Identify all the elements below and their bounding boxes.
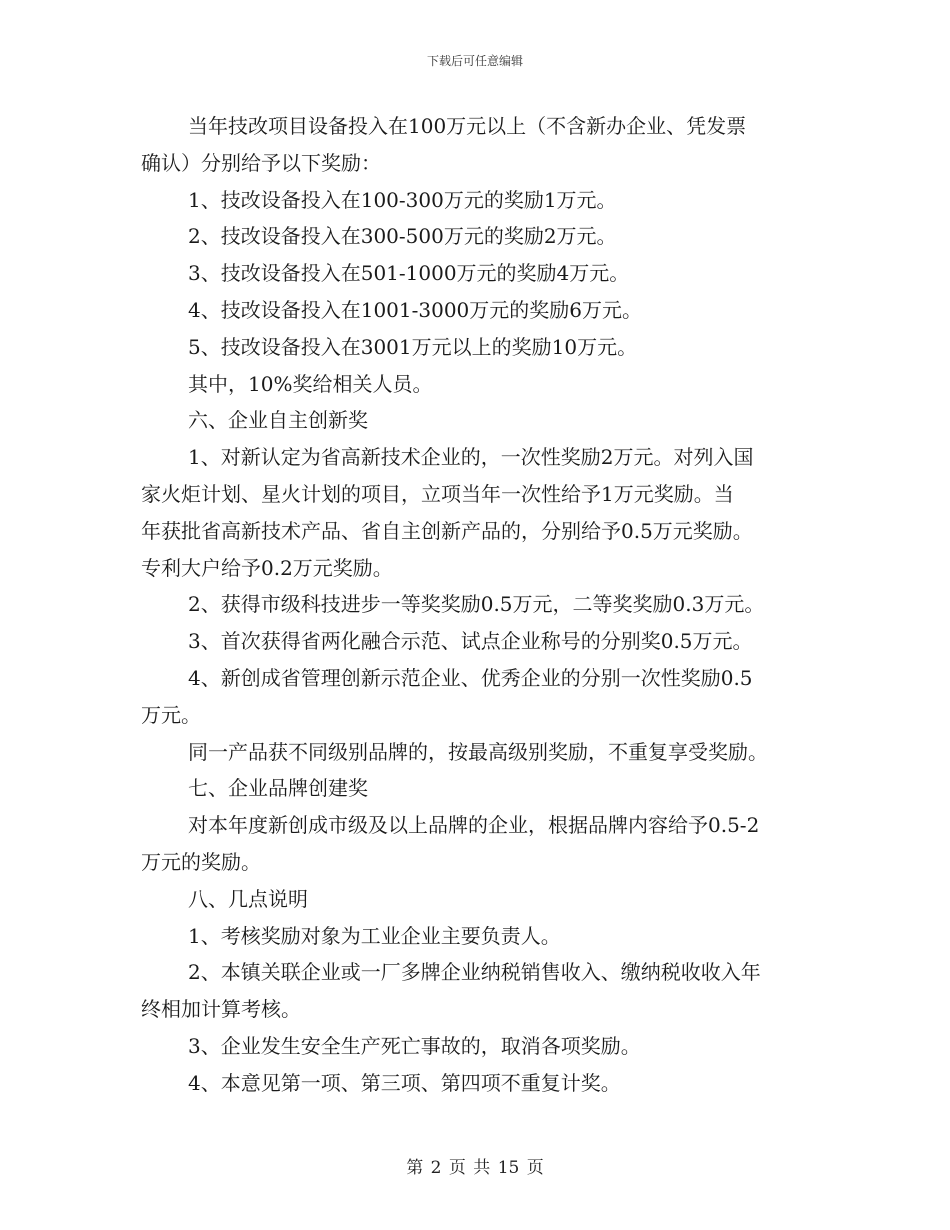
paragraph-line: 对本年度新创成市级及以上品牌的企业，根据品牌内容给予0.5-2 — [188, 813, 760, 838]
paragraph-line: 确认）分别给予以下奖励： — [141, 150, 381, 175]
list-item: 3、企业发生安全生产死亡事故的，取消各项奖励。 — [188, 1033, 641, 1058]
paragraph-line: 其中，10%奖给相关人员。 — [188, 371, 433, 396]
paragraph-line: 家火炬计划、星火计划的项目，立项当年一次性给予1万元奖励。当 — [141, 481, 734, 506]
list-item: 1、技改设备投入在100-300万元的奖励1万元。 — [188, 187, 617, 212]
paragraph-line: 专利大户给予0.2万元奖励。 — [141, 555, 393, 580]
list-item: 1、考核奖励对象为工业企业主要负责人。 — [188, 923, 561, 948]
list-item: 3、首次获得省两化融合示范、试点企业称号的分别奖0.5万元。 — [188, 629, 753, 654]
list-item: 4、本意见第一项、第三项、第四项不重复计奖。 — [188, 1070, 621, 1095]
list-item: 4、技改设备投入在1001-3000万元的奖励6万元。 — [188, 297, 643, 322]
section-heading: 八、几点说明 — [188, 886, 308, 911]
list-item: 4、新创成省管理创新示范企业、优秀企业的分别一次性奖励0.5 — [188, 665, 753, 690]
list-item: 2、本镇关联企业或一厂多牌企业纳税销售收入、缴纳税收收入年 — [188, 960, 761, 985]
section-heading: 七、企业品牌创建奖 — [188, 776, 368, 801]
document-body — [141, 108, 821, 1102]
list-item: 2、获得市级科技进步一等奖奖励0.5万元，二等奖奖励0.3万元。 — [188, 592, 765, 617]
list-item: 5、技改设备投入在3001万元以上的奖励10万元。 — [188, 334, 638, 359]
section-heading: 六、企业自主创新奖 — [188, 408, 368, 433]
paragraph-line: 年获批省高新技术产品、省自主创新产品的，分别给予0.5万元奖励。 — [141, 518, 753, 543]
paragraph-line: 同一产品获不同级别品牌的，按最高级别奖励，不重复享受奖励。 — [188, 739, 768, 764]
list-item: 1、对新认定为省高新技术企业的，一次性奖励2万元。对列入国 — [188, 445, 754, 470]
paragraph-line: 当年技改项目设备投入在100万元以上（不含新办企业、凭发票 — [188, 114, 747, 138]
paragraph-line: 终相加计算考核。 — [141, 997, 301, 1022]
paragraph-line: 万元。 — [141, 702, 201, 727]
page-number: 第 2 页 共 15 页 — [406, 1158, 544, 1178]
list-item: 3、技改设备投入在501-1000万元的奖励4万元。 — [188, 261, 630, 286]
page-header: 下载后可任意编辑 — [426, 54, 523, 68]
list-item: 2、技改设备投入在300-500万元的奖励2万元。 — [188, 224, 617, 249]
paragraph-line: 万元的奖励。 — [141, 849, 261, 874]
